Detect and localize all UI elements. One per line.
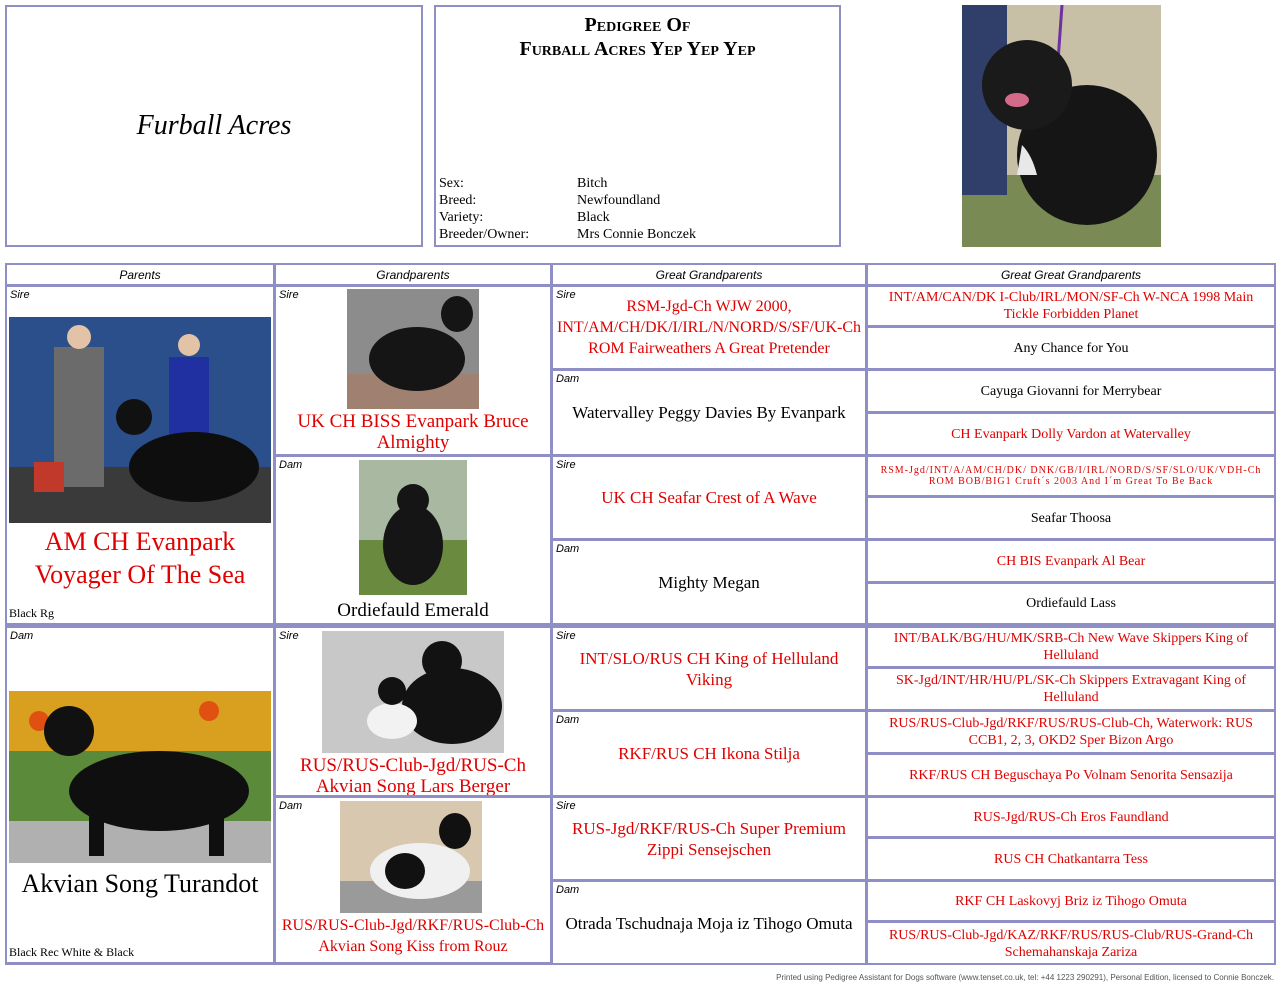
great-great-grandparent-name: Seafar Thoosa [1030,510,1112,526]
detail-label: Variety: [439,210,484,225]
great-great-grandparent-cell [868,798,1274,839]
great-grandparent-cell [553,628,868,712]
sire-color: Black Rg [9,606,54,620]
great-great-grandparent-cell [868,923,1274,965]
title-line1: Pedigree Of [584,14,691,36]
title-line2: Furball Acres Yep Yep Yep [519,38,756,60]
grandparent-photo [340,801,482,913]
great-great-grandparent-name: CH BIS Evanpark Al Bear [996,553,1146,569]
great-great-grandparent-name: INT/BALK/BG/HU/MK/SRB-Ch New Wave Skippers King of Helluland [893,631,1249,663]
great-grandparent-cell [553,882,868,965]
great-grandparent-cell [553,541,868,628]
great-great-grandparent-cell [868,498,1274,541]
grandparent-name: RUS/RUS-Club-Jgd/RUS-Ch Akvian Song Lars Berger [300,755,526,797]
great-great-grandparent-cell [868,371,1274,414]
great-grandparent-name: RSM-Jgd-Ch WJW 2000, INT/AM/CH/DK/I/IRL/N/NORD/S/SF/UK-Ch ROM Fairweathers A Great Pretender [556,298,862,357]
parent-dam-cell [7,628,276,965]
kennel-name: Furball Acres [136,110,292,141]
role-label: Dam [556,884,580,896]
great-grandparent-name: Otrada Tschudnaja Moja iz Tihogo Omuta [565,914,853,933]
detail-label: Breeder/Owner: [439,227,530,242]
grandparent-photo [359,460,467,595]
pedigree-title [436,13,839,61]
grandparent-name: RUS/RUS-Club-Jgd/RKF/RUS-Club-Ch Akvian Song Kiss from Rouz [281,917,545,955]
role-label: Sire [556,289,576,301]
great-great-grandparent-name: RUS-Jgd/RUS-Ch Eros Faundland [973,809,1169,825]
dam-name: Akvian Song Turandot [21,869,259,898]
header-great-great-grandparents: Great Great Grandparents [868,265,1274,287]
great-grandparent-name: Watervalley Peggy Davies By Evanpark [572,403,846,422]
great-great-grandparent-name: RKF CH Laskovyj Briz iz Tihogo Omuta [955,893,1187,909]
great-great-grandparent-cell [868,712,1274,755]
great-great-grandparent-name: RUS/RUS-Club-Jgd/RKF/RUS/RUS-Club-Ch, Waterwork: RUS CCB1, 2, 3, OKD2 Sper Bizon Argo [889,716,1253,748]
role-label: Dam [279,459,303,471]
detail-row-breeder [439,226,696,243]
great-great-grandparent-name: RSM-Jgd/INT/A/AM/CH/DK/ DNK/GB/I/IRL/NORD/S/SF/SLO/UK/VDH-Ch ROM BOB/BIG1 Cruft´s 2003 And I´m Great To Be Back [880,465,1262,487]
great-grandparent-cell [553,712,868,798]
great-great-grandparent-name: INT/AM/CAN/DK I-Club/IRL/MON/SF-Ch W-NCA 1998 Main Tickle Forbidden Planet [888,290,1254,322]
dam-color: Black Rec White & Black [9,945,135,959]
great-grandparent-name: Mighty Megan [658,572,760,592]
detail-row-variety [439,209,696,226]
great-grandparent-cell [553,371,868,457]
great-great-grandparent-name: Ordiefauld Lass [1026,596,1116,611]
great-grandparent-name: INT/SLO/RUS CH King of Helluland Viking [579,648,839,689]
header-great-grandparents: Great Grandparents [553,265,868,287]
great-great-grandparent-cell [868,755,1274,798]
great-great-grandparent-cell [868,541,1274,584]
great-great-grandparent-cell [868,669,1274,712]
grandparent-cell [276,287,553,457]
sire-photo [9,317,271,523]
great-great-grandparent-name: RUS/RUS-Club-Jgd/KAZ/RKF/RUS/RUS-Club/RUS-Grand-Ch Schemahanskaja Zariza [888,928,1254,960]
role-label: Sire [556,630,576,642]
great-grandparent-name: UK CH Seafar Crest of A Wave [601,488,817,507]
role-label: Dam [10,630,34,642]
great-great-grandparent-name: Any Chance for You [1013,340,1129,356]
role-label: Sire [556,800,576,812]
great-great-grandparent-cell [868,457,1274,498]
grandparent-name: UK CH BISS Evanpark Bruce Almighty [297,411,529,453]
great-great-grandparent-cell [868,882,1274,923]
great-great-grandparent-cell [868,414,1274,457]
role-label: Sire [279,630,299,642]
grandparent-cell [276,628,553,798]
great-grandparent-cell [553,798,868,882]
header-grandparents: Grandparents [276,265,553,287]
grandparent-cell [276,798,553,965]
grandparent-photo [347,289,479,409]
grandparent-cell [276,457,553,628]
kennel-box [5,5,423,247]
great-great-grandparent-cell [868,839,1274,882]
role-label: Dam [556,543,580,555]
detail-label: Sex: [439,176,464,191]
role-label: Dam [556,373,580,385]
great-great-grandparent-cell [868,328,1274,371]
detail-value: Black [577,210,610,225]
subject-dog-photo [962,5,1161,247]
parent-sire-cell [7,287,276,628]
detail-row-breed [439,192,696,209]
pedigree-table [5,263,1276,965]
role-label: Dam [556,714,580,726]
great-great-grandparent-name: SK-Jgd/INT/HR/HU/PL/SK-Ch Skippers Extravagant King of Helluland [896,673,1246,705]
dog-details [439,175,696,243]
great-great-grandparent-name: RKF/RUS CH Beguschaya Po Volnam Senorita Sensazija [909,767,1233,783]
great-grandparent-name: RUS-Jgd/RKF/RUS-Ch Super Premium Zippi Sensejschen [572,818,846,859]
great-grandparent-name: RKF/RUS CH Ikona Stilja [618,744,800,763]
great-grandparent-cell [553,287,868,371]
great-great-grandparent-cell [868,287,1274,328]
grandparent-photo [322,631,504,753]
header-parents: Parents [7,265,276,287]
detail-value: Newfoundland [577,193,661,208]
detail-label: Breed: [439,193,477,208]
footer-credit: Printed using Pedigree Assistant for Dogs software (www.tenset.co.uk, tel: +44 1223 290291), Personal Edition, licensed to Connie Bonczek. [776,973,1274,982]
dam-photo [9,691,271,863]
detail-row-sex [439,175,696,192]
detail-value: Bitch [577,176,608,191]
great-great-grandparent-cell [868,628,1274,669]
great-great-grandparent-name: Cayuga Giovanni for Merrybear [980,383,1162,399]
role-label: Sire [279,289,299,301]
great-grandparent-cell [553,457,868,541]
great-great-grandparent-name: CH Evanpark Dolly Vardon at Watervalley [951,426,1191,442]
role-label: Sire [10,289,30,301]
pedigree-title-box [434,5,841,247]
detail-value: Mrs Connie Bonczek [577,227,696,242]
role-label: Dam [279,800,303,812]
role-label: Sire [556,459,576,471]
grandparent-name: Ordiefauld Emerald [337,600,489,621]
sire-name: AM CH Evanpark Voyager Of The Sea [34,527,246,589]
great-great-grandparent-cell [868,584,1274,628]
great-great-grandparent-name: RUS CH Chatkantarra Tess [994,851,1148,867]
